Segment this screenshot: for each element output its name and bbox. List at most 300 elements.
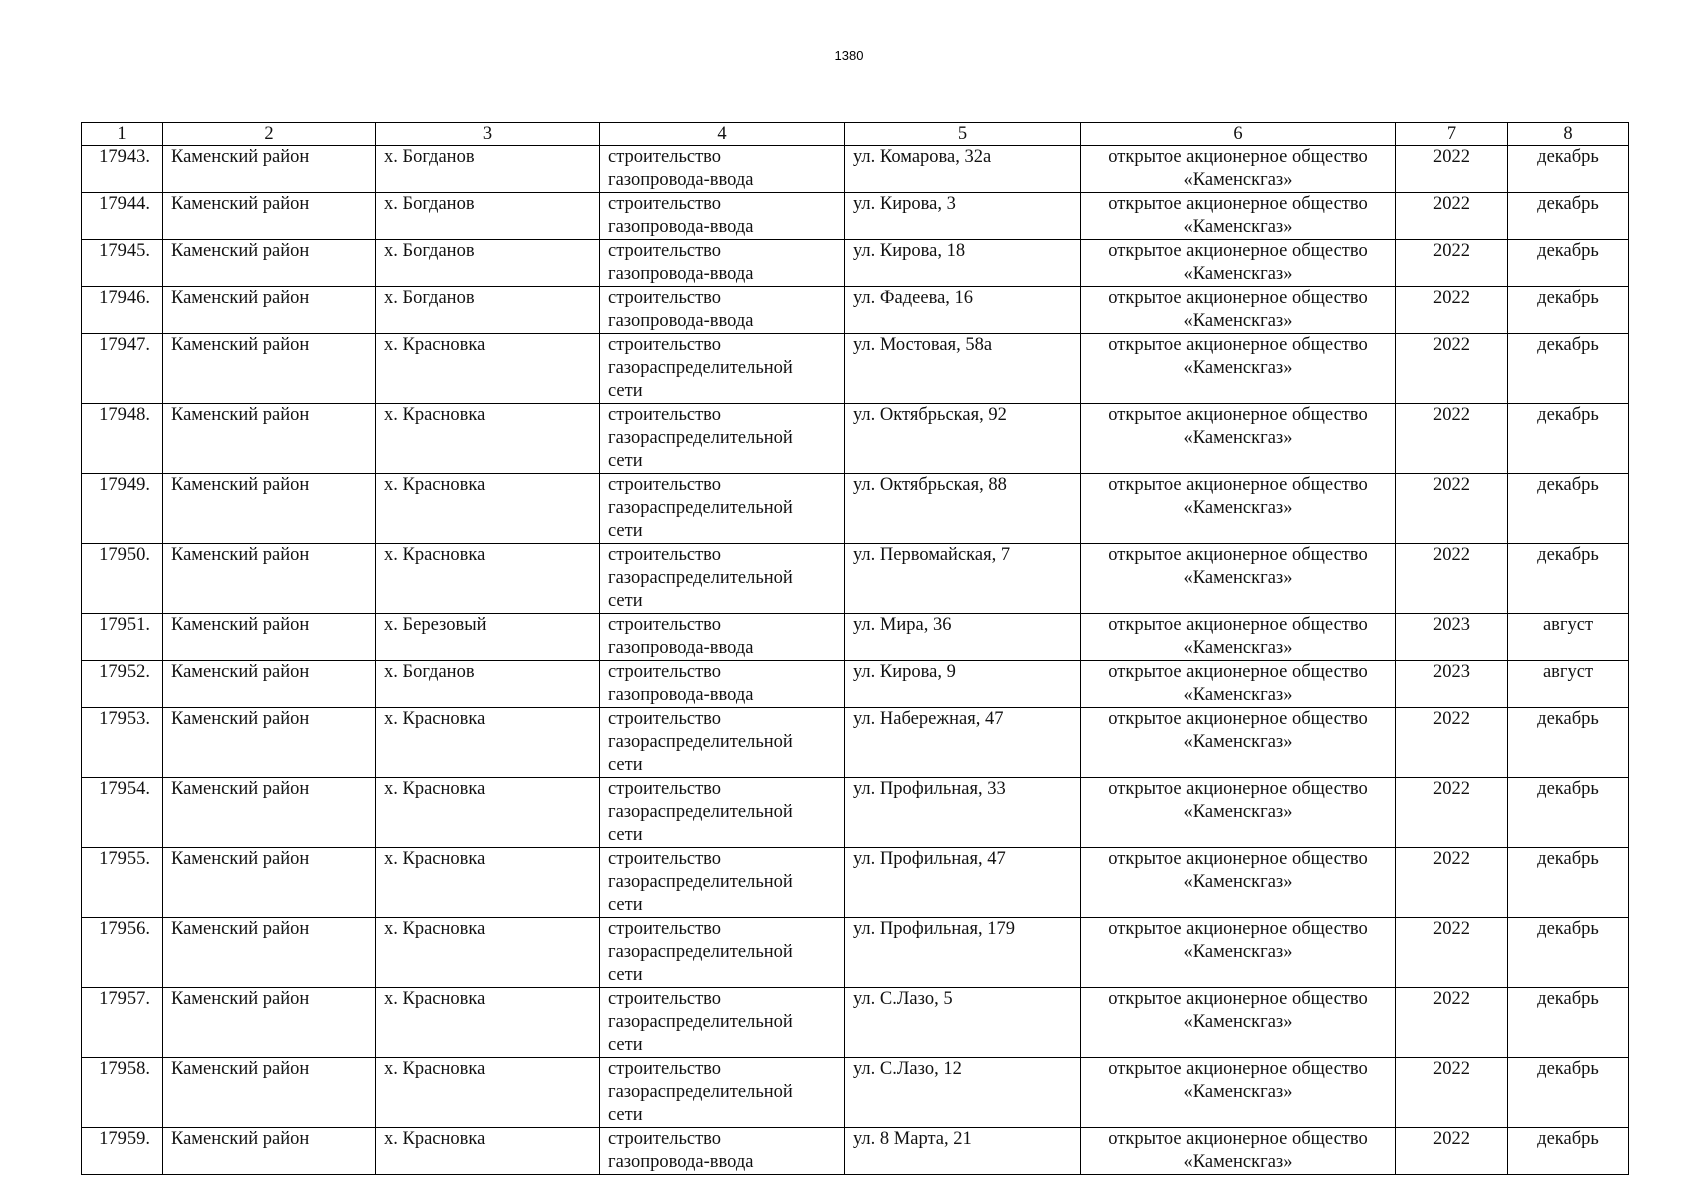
row-number-line: 17957. — [99, 989, 150, 1009]
locality-cell-line: х. Красновка — [384, 405, 486, 425]
address-cell — [845, 474, 1081, 544]
year-cell-line: 2022 — [1433, 475, 1470, 495]
column-header: 3 — [376, 123, 600, 146]
work-cell-line: строительство — [608, 405, 722, 425]
work-cell-line: газопровода-ввода — [608, 217, 754, 237]
work-cell — [600, 544, 845, 614]
work-cell-line: сети — [608, 825, 643, 845]
month-cell-line: декабрь — [1537, 989, 1599, 1009]
district-cell-line: Каменский район — [171, 545, 310, 565]
work-cell-line: строительство — [608, 849, 722, 869]
work-cell — [600, 1058, 845, 1128]
address-cell-line: ул. 8 Марта, 21 — [853, 1129, 972, 1149]
page-number: 1380 — [834, 48, 864, 63]
work-cell — [600, 404, 845, 474]
locality-cell — [376, 661, 600, 708]
month-cell — [1508, 474, 1629, 544]
district-cell — [163, 778, 376, 848]
row-number-line: 17955. — [99, 849, 150, 869]
organization-cell-line: «Каменскгаз» — [1183, 170, 1293, 190]
district-cell-line: Каменский район — [171, 194, 310, 214]
organization-cell-line: открытое акционерное общество — [1108, 335, 1368, 355]
organization-cell-line: «Каменскгаз» — [1183, 568, 1293, 588]
district-cell — [163, 334, 376, 404]
organization-cell-line: открытое акционерное общество — [1108, 919, 1368, 939]
organization-cell-line: открытое акционерное общество — [1108, 475, 1368, 495]
district-cell — [163, 661, 376, 708]
table-row — [82, 848, 1629, 918]
district-cell — [163, 544, 376, 614]
work-cell — [600, 708, 845, 778]
organization-cell — [1081, 918, 1396, 988]
column-header: 8 — [1508, 123, 1629, 146]
work-cell-line: газопровода-ввода — [608, 685, 754, 705]
organization-cell-line: открытое акционерное общество — [1108, 615, 1368, 635]
row-number — [82, 918, 163, 988]
month-cell — [1508, 848, 1629, 918]
district-cell — [163, 404, 376, 474]
district-cell-line: Каменский район — [171, 919, 310, 939]
row-number-line: 17951. — [99, 615, 150, 635]
year-cell-line: 2022 — [1433, 288, 1470, 308]
month-cell — [1508, 146, 1629, 193]
year-cell-line: 2022 — [1433, 335, 1470, 355]
organization-cell-line: открытое акционерное общество — [1108, 241, 1368, 261]
district-cell — [163, 988, 376, 1058]
table-row — [82, 918, 1629, 988]
organization-cell-line: открытое акционерное общество — [1108, 194, 1368, 214]
row-number — [82, 146, 163, 193]
locality-cell — [376, 146, 600, 193]
address-cell-line: ул. Мира, 36 — [853, 615, 952, 635]
work-cell-line: строительство — [608, 288, 722, 308]
locality-cell — [376, 918, 600, 988]
address-cell-line: ул. Комарова, 32а — [853, 147, 992, 167]
locality-cell-line: х. Красновка — [384, 709, 486, 729]
table-row — [82, 193, 1629, 240]
work-cell — [600, 988, 845, 1058]
address-cell-line: ул. С.Лазо, 12 — [853, 1059, 962, 1079]
organization-cell — [1081, 287, 1396, 334]
work-cell — [600, 1128, 845, 1175]
address-cell-line: ул. Октябрьская, 88 — [853, 475, 1007, 495]
work-cell-line: газораспределительной — [608, 358, 793, 378]
organization-cell — [1081, 1058, 1396, 1128]
locality-cell-line: х. Красновка — [384, 919, 486, 939]
table-row — [82, 1058, 1629, 1128]
year-cell-line: 2022 — [1433, 849, 1470, 869]
row-number-line: 17946. — [99, 288, 150, 308]
district-cell — [163, 146, 376, 193]
row-number — [82, 848, 163, 918]
district-cell — [163, 240, 376, 287]
table-row — [82, 287, 1629, 334]
address-cell — [845, 1128, 1081, 1175]
address-cell — [845, 1058, 1081, 1128]
work-cell-line: газораспределительной — [608, 1082, 793, 1102]
work-cell-line: газораспределительной — [608, 732, 793, 752]
month-cell-line: декабрь — [1537, 241, 1599, 261]
work-cell-line: газораспределительной — [608, 942, 793, 962]
address-cell-line: ул. Кирова, 3 — [853, 194, 956, 214]
row-number-line: 17959. — [99, 1129, 150, 1149]
month-cell — [1508, 334, 1629, 404]
address-cell-line: ул. Профильная, 47 — [853, 849, 1006, 869]
month-cell-line: декабрь — [1537, 147, 1599, 167]
row-number — [82, 1128, 163, 1175]
district-cell-line: Каменский район — [171, 662, 310, 682]
year-cell — [1396, 918, 1508, 988]
row-number-line: 17950. — [99, 545, 150, 565]
address-cell — [845, 614, 1081, 661]
organization-cell — [1081, 708, 1396, 778]
locality-cell-line: х. Красновка — [384, 1059, 486, 1079]
row-number-line: 17944. — [99, 194, 150, 214]
address-cell-line: ул. Фадеева, 16 — [853, 288, 974, 308]
work-cell — [600, 240, 845, 287]
year-cell — [1396, 848, 1508, 918]
row-number-line: 17954. — [99, 779, 150, 799]
address-cell — [845, 287, 1081, 334]
locality-cell-line: х. Березовый — [384, 615, 487, 635]
locality-cell-line: х. Красновка — [384, 475, 486, 495]
work-cell-line: строительство — [608, 662, 722, 682]
organization-cell-line: открытое акционерное общество — [1108, 1059, 1368, 1079]
organization-cell-line: открытое акционерное общество — [1108, 662, 1368, 682]
month-cell — [1508, 778, 1629, 848]
organization-cell-line: открытое акционерное общество — [1108, 147, 1368, 167]
month-cell — [1508, 404, 1629, 474]
district-cell — [163, 614, 376, 661]
year-cell-line: 2023 — [1433, 615, 1470, 635]
address-cell-line: ул. Кирова, 18 — [853, 241, 966, 261]
month-cell — [1508, 287, 1629, 334]
work-cell — [600, 287, 845, 334]
year-cell-line: 2022 — [1433, 779, 1470, 799]
row-number — [82, 661, 163, 708]
organization-cell — [1081, 146, 1396, 193]
column-header: 1 — [82, 123, 163, 146]
month-cell-line: декабрь — [1537, 779, 1599, 799]
organization-cell — [1081, 614, 1396, 661]
row-number — [82, 614, 163, 661]
address-cell — [845, 404, 1081, 474]
work-cell-line: газопровода-ввода — [608, 264, 754, 284]
organization-cell-line: открытое акционерное общество — [1108, 1129, 1368, 1149]
work-cell-line: строительство — [608, 615, 722, 635]
work-cell-line: строительство — [608, 335, 722, 355]
work-cell-line: газораспределительной — [608, 802, 793, 822]
work-cell-line: строительство — [608, 919, 722, 939]
work-cell — [600, 848, 845, 918]
year-cell — [1396, 287, 1508, 334]
district-cell-line: Каменский район — [171, 405, 310, 425]
locality-cell — [376, 848, 600, 918]
row-number — [82, 544, 163, 614]
table-row — [82, 146, 1629, 193]
district-cell-line: Каменский район — [171, 147, 310, 167]
work-cell — [600, 778, 845, 848]
district-cell — [163, 918, 376, 988]
work-cell-line: сети — [608, 451, 643, 471]
month-cell — [1508, 918, 1629, 988]
column-header: 2 — [163, 123, 376, 146]
locality-cell-line: х. Красновка — [384, 779, 486, 799]
locality-cell — [376, 404, 600, 474]
month-cell — [1508, 1058, 1629, 1128]
table-row — [82, 240, 1629, 287]
work-cell-line: сети — [608, 755, 643, 775]
organization-cell-line: открытое акционерное общество — [1108, 779, 1368, 799]
month-cell — [1508, 708, 1629, 778]
year-cell — [1396, 661, 1508, 708]
row-number-line: 17948. — [99, 405, 150, 425]
row-number — [82, 287, 163, 334]
locality-cell — [376, 474, 600, 544]
organization-cell-line: «Каменскгаз» — [1183, 217, 1293, 237]
column-header: 5 — [845, 123, 1081, 146]
month-cell — [1508, 193, 1629, 240]
year-cell-line: 2022 — [1433, 1129, 1470, 1149]
locality-cell — [376, 544, 600, 614]
organization-cell-line: «Каменскгаз» — [1183, 1152, 1293, 1172]
organization-cell-line: «Каменскгаз» — [1183, 264, 1293, 284]
year-cell — [1396, 614, 1508, 661]
organization-cell-line: открытое акционерное общество — [1108, 288, 1368, 308]
year-cell-line: 2022 — [1433, 989, 1470, 1009]
work-cell-line: сети — [608, 965, 643, 985]
month-cell-line: декабрь — [1537, 1059, 1599, 1079]
organization-cell — [1081, 778, 1396, 848]
organization-cell-line: открытое акционерное общество — [1108, 709, 1368, 729]
work-cell-line: строительство — [608, 545, 722, 565]
organization-cell-line: «Каменскгаз» — [1183, 1012, 1293, 1032]
row-number-line: 17952. — [99, 662, 150, 682]
organization-cell-line: «Каменскгаз» — [1183, 358, 1293, 378]
year-cell — [1396, 334, 1508, 404]
column-header: 4 — [600, 123, 845, 146]
organization-cell-line: открытое акционерное общество — [1108, 989, 1368, 1009]
work-cell-line: строительство — [608, 989, 722, 1009]
work-cell-line: газопровода-ввода — [608, 170, 754, 190]
year-cell-line: 2022 — [1433, 1059, 1470, 1079]
row-number — [82, 708, 163, 778]
district-cell-line: Каменский район — [171, 335, 310, 355]
organization-cell — [1081, 240, 1396, 287]
address-cell — [845, 240, 1081, 287]
locality-cell-line: х. Красновка — [384, 335, 486, 355]
row-number-line: 17949. — [99, 475, 150, 495]
organization-cell-line: «Каменскгаз» — [1183, 685, 1293, 705]
work-cell-line: сети — [608, 1035, 643, 1055]
district-cell-line: Каменский район — [171, 849, 310, 869]
organization-cell-line: «Каменскгаз» — [1183, 498, 1293, 518]
locality-cell — [376, 988, 600, 1058]
locality-cell-line: х. Красновка — [384, 849, 486, 869]
district-cell — [163, 1058, 376, 1128]
row-number — [82, 1058, 163, 1128]
table-row — [82, 614, 1629, 661]
row-number — [82, 334, 163, 404]
work-cell-line: строительство — [608, 1129, 722, 1149]
address-cell-line: ул. Октябрьская, 92 — [853, 405, 1007, 425]
month-cell-line: декабрь — [1537, 919, 1599, 939]
work-cell-line: газопровода-ввода — [608, 311, 754, 331]
year-cell — [1396, 708, 1508, 778]
organization-cell-line: «Каменскгаз» — [1183, 638, 1293, 658]
address-cell-line: ул. Набережная, 47 — [853, 709, 1004, 729]
organization-cell-line: «Каменскгаз» — [1183, 311, 1293, 331]
month-cell-line: декабрь — [1537, 288, 1599, 308]
work-cell-line: газораспределительной — [608, 568, 793, 588]
table-body — [82, 146, 1629, 1175]
month-cell-line: декабрь — [1537, 709, 1599, 729]
organization-cell — [1081, 661, 1396, 708]
address-cell-line: ул. Кирова, 9 — [853, 662, 956, 682]
table-row — [82, 334, 1629, 404]
organization-cell-line: «Каменскгаз» — [1183, 942, 1293, 962]
data-table — [81, 122, 1629, 1175]
year-cell — [1396, 778, 1508, 848]
work-cell-line: строительство — [608, 147, 722, 167]
month-cell-line: декабрь — [1537, 194, 1599, 214]
address-cell — [845, 918, 1081, 988]
address-cell — [845, 334, 1081, 404]
work-cell — [600, 614, 845, 661]
month-cell-line: декабрь — [1537, 405, 1599, 425]
locality-cell — [376, 240, 600, 287]
year-cell — [1396, 988, 1508, 1058]
address-cell — [845, 146, 1081, 193]
row-number — [82, 240, 163, 287]
month-cell — [1508, 614, 1629, 661]
address-cell-line: ул. Мостовая, 58а — [853, 335, 993, 355]
locality-cell-line: х. Богданов — [384, 241, 475, 261]
organization-cell — [1081, 334, 1396, 404]
organization-cell-line: «Каменскгаз» — [1183, 732, 1293, 752]
work-cell-line: сети — [608, 1105, 643, 1125]
table-row — [82, 404, 1629, 474]
locality-cell — [376, 1128, 600, 1175]
work-cell — [600, 334, 845, 404]
row-number-line: 17947. — [99, 335, 150, 355]
year-cell — [1396, 1058, 1508, 1128]
year-cell-line: 2022 — [1433, 241, 1470, 261]
row-number-line: 17956. — [99, 919, 150, 939]
work-cell-line: газораспределительной — [608, 1012, 793, 1032]
district-cell — [163, 287, 376, 334]
month-cell-line: декабрь — [1537, 335, 1599, 355]
row-number-line: 17945. — [99, 241, 150, 261]
organization-cell — [1081, 474, 1396, 544]
district-cell-line: Каменский район — [171, 1059, 310, 1079]
address-cell-line: ул. Первомайская, 7 — [853, 545, 1011, 565]
work-cell-line: газопровода-ввода — [608, 1152, 754, 1172]
district-cell-line: Каменский район — [171, 779, 310, 799]
work-cell-line: строительство — [608, 475, 722, 495]
district-cell — [163, 1128, 376, 1175]
organization-cell-line: открытое акционерное общество — [1108, 405, 1368, 425]
column-number-header-row — [82, 123, 1629, 146]
district-cell — [163, 708, 376, 778]
organization-cell-line: «Каменскгаз» — [1183, 1082, 1293, 1102]
year-cell — [1396, 1128, 1508, 1175]
locality-cell — [376, 1058, 600, 1128]
table-row — [82, 708, 1629, 778]
locality-cell-line: х. Богданов — [384, 288, 475, 308]
month-cell — [1508, 240, 1629, 287]
locality-cell-line: х. Богданов — [384, 147, 475, 167]
year-cell-line: 2022 — [1433, 545, 1470, 565]
row-number-line: 17958. — [99, 1059, 150, 1079]
district-cell-line: Каменский район — [171, 1129, 310, 1149]
organization-cell — [1081, 848, 1396, 918]
month-cell-line: август — [1542, 662, 1594, 682]
address-cell-line: ул. С.Лазо, 5 — [853, 989, 953, 1009]
year-cell-line: 2023 — [1433, 662, 1470, 682]
district-cell-line: Каменский район — [171, 615, 310, 635]
address-cell — [845, 988, 1081, 1058]
month-cell — [1508, 988, 1629, 1058]
row-number-line: 17953. — [99, 709, 150, 729]
row-number — [82, 474, 163, 544]
work-cell-line: сети — [608, 895, 643, 915]
work-cell-line: сети — [608, 381, 643, 401]
month-cell-line: декабрь — [1537, 475, 1599, 495]
table-row — [82, 988, 1629, 1058]
locality-cell-line: х. Богданов — [384, 662, 475, 682]
locality-cell — [376, 287, 600, 334]
work-cell — [600, 474, 845, 544]
organization-cell-line: открытое акционерное общество — [1108, 545, 1368, 565]
table-row — [82, 778, 1629, 848]
locality-cell — [376, 614, 600, 661]
district-cell-line: Каменский район — [171, 241, 310, 261]
table-row — [82, 544, 1629, 614]
organization-cell-line: «Каменскгаз» — [1183, 872, 1293, 892]
locality-cell-line: х. Красновка — [384, 989, 486, 1009]
work-cell — [600, 193, 845, 240]
month-cell-line: декабрь — [1537, 849, 1599, 869]
organization-cell — [1081, 1128, 1396, 1175]
work-cell-line: газораспределительной — [608, 872, 793, 892]
locality-cell — [376, 193, 600, 240]
district-cell — [163, 193, 376, 240]
address-cell-line: ул. Профильная, 33 — [853, 779, 1006, 799]
year-cell — [1396, 474, 1508, 544]
district-cell — [163, 848, 376, 918]
address-cell — [845, 193, 1081, 240]
work-cell-line: газопровода-ввода — [608, 638, 754, 658]
locality-cell-line: х. Красновка — [384, 1129, 486, 1149]
locality-cell — [376, 778, 600, 848]
work-cell-line: строительство — [608, 709, 722, 729]
row-number — [82, 988, 163, 1058]
district-cell-line: Каменский район — [171, 709, 310, 729]
organization-cell-line: «Каменскгаз» — [1183, 428, 1293, 448]
work-cell — [600, 661, 845, 708]
month-cell-line: декабрь — [1537, 1129, 1599, 1149]
locality-cell-line: х. Богданов — [384, 194, 475, 214]
row-number — [82, 404, 163, 474]
work-cell-line: строительство — [608, 241, 722, 261]
row-number — [82, 778, 163, 848]
work-cell-line: строительство — [608, 1059, 722, 1079]
row-number — [82, 193, 163, 240]
district-cell-line: Каменский район — [171, 989, 310, 1009]
year-cell-line: 2022 — [1433, 405, 1470, 425]
locality-cell — [376, 334, 600, 404]
